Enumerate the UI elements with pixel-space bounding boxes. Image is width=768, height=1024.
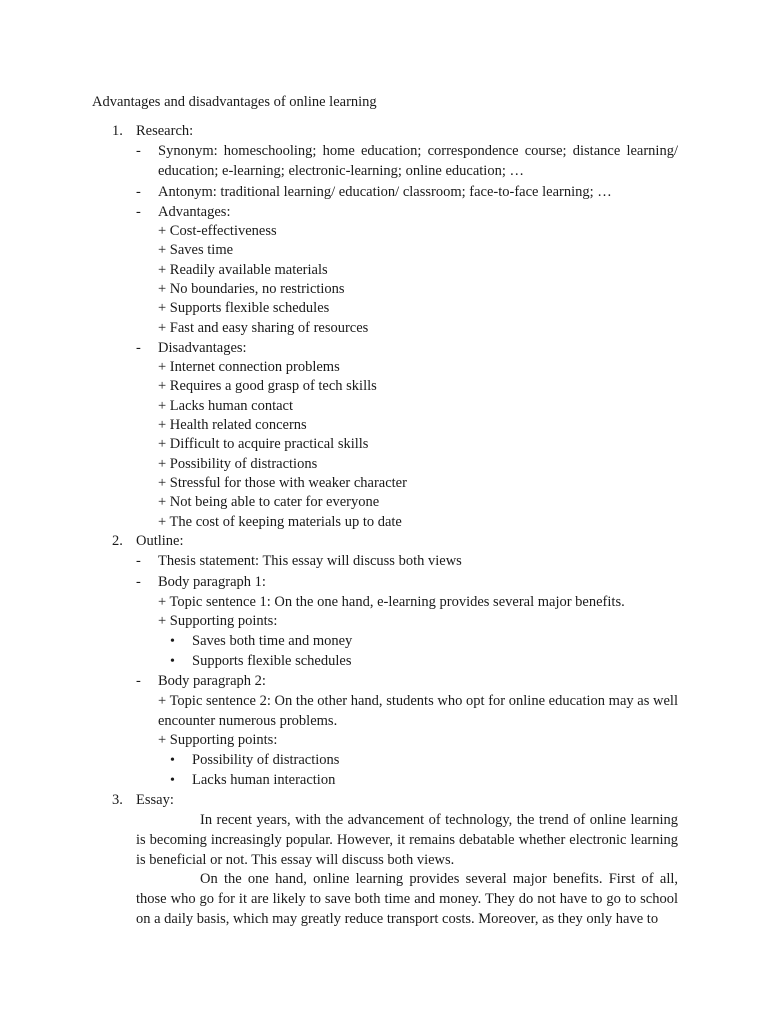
disadvantage-item: + Requires a good grasp of tech skills <box>158 378 377 394</box>
document-title: Advantages and disadvantages of online learning <box>92 94 377 110</box>
dash-marker: - <box>136 340 141 356</box>
topic-sentence-2: + Topic sentence 2: On the other hand, students who opt for online education may as well encounter numerous problems. <box>158 693 678 729</box>
disadvantage-item: + Internet connection problems <box>158 359 340 375</box>
essay-paragraph-1: In recent years, with the advancement of technology, the trend of online learning is becoming increasingly popular. However, it remains debatable whether electronic learning is beneficial or not. This essay will discuss both views. <box>136 812 678 868</box>
supporting-point: Saves both time and money <box>192 633 353 649</box>
section-label-research: Research: <box>136 123 194 139</box>
section-number: 2. <box>112 533 123 549</box>
bullet-marker: • <box>170 773 175 788</box>
supporting-points-label: + Supporting points: <box>158 732 278 748</box>
essay-paragraph-2: On the one hand, online learning provides several major benefits. First of all, those who go for it are likely to save both time and money. They do not have to go to school on a daily basis, which may greatly reduce transport costs. Moreover, as they only have to <box>136 871 678 927</box>
supporting-point: Possibility of distractions <box>192 752 340 768</box>
disadvantage-item: + Lacks human contact <box>158 398 294 414</box>
section-label-essay: Essay: <box>136 792 174 808</box>
bullet-marker: • <box>170 634 175 649</box>
dash-marker: - <box>136 143 141 159</box>
advantage-item: + Saves time <box>158 242 234 258</box>
bullet-marker: • <box>170 753 175 768</box>
advantage-item: + Readily available materials <box>158 262 328 278</box>
dash-marker: - <box>136 673 141 689</box>
body-paragraph-2-label: Body paragraph 2: <box>158 673 266 689</box>
bullet-marker: • <box>170 654 175 669</box>
advantage-item: + Fast and easy sharing of resources <box>158 320 369 336</box>
disadvantage-item: + Not being able to cater for everyone <box>158 494 380 510</box>
antonym-text: Antonym: traditional learning/ education/ classroom; face-to-face learning; … <box>158 184 612 200</box>
disadvantage-item: + Stressful for those with weaker character <box>158 475 407 491</box>
section-label-outline: Outline: <box>136 533 184 549</box>
supporting-point: Lacks human interaction <box>192 772 336 788</box>
dash-marker: - <box>136 184 141 200</box>
disadvantage-item: + Possibility of distractions <box>158 456 318 472</box>
dash-marker: - <box>136 553 141 569</box>
advantage-item: + Cost-effectiveness <box>158 223 277 239</box>
disadvantage-item: + Health related concerns <box>158 417 307 433</box>
thesis-statement: Thesis statement: This essay will discuss both views <box>158 553 462 569</box>
topic-sentence-1: + Topic sentence 1: On the one hand, e-learning provides several major benefits. <box>158 594 625 610</box>
body-paragraph-1-label: Body paragraph 1: <box>158 574 266 590</box>
section-number: 1. <box>112 123 123 139</box>
disadvantages-label: Disadvantages: <box>158 340 247 356</box>
section-number: 3. <box>112 792 123 808</box>
dash-marker: - <box>136 204 141 220</box>
dash-marker: - <box>136 574 141 590</box>
supporting-point: Supports flexible schedules <box>192 653 352 669</box>
advantage-item: + Supports flexible schedules <box>158 300 330 316</box>
advantages-label: Advantages: <box>158 204 231 220</box>
synonym-text: Synonym: homeschooling; home education; correspondence course; distance learning/ education; e-learning; electronic-learning; online education; … <box>158 143 678 179</box>
supporting-points-label: + Supporting points: <box>158 613 278 629</box>
disadvantage-item: + The cost of keeping materials up to date <box>158 514 402 530</box>
disadvantage-item: + Difficult to acquire practical skills <box>158 436 369 452</box>
advantage-item: + No boundaries, no restrictions <box>158 281 345 297</box>
